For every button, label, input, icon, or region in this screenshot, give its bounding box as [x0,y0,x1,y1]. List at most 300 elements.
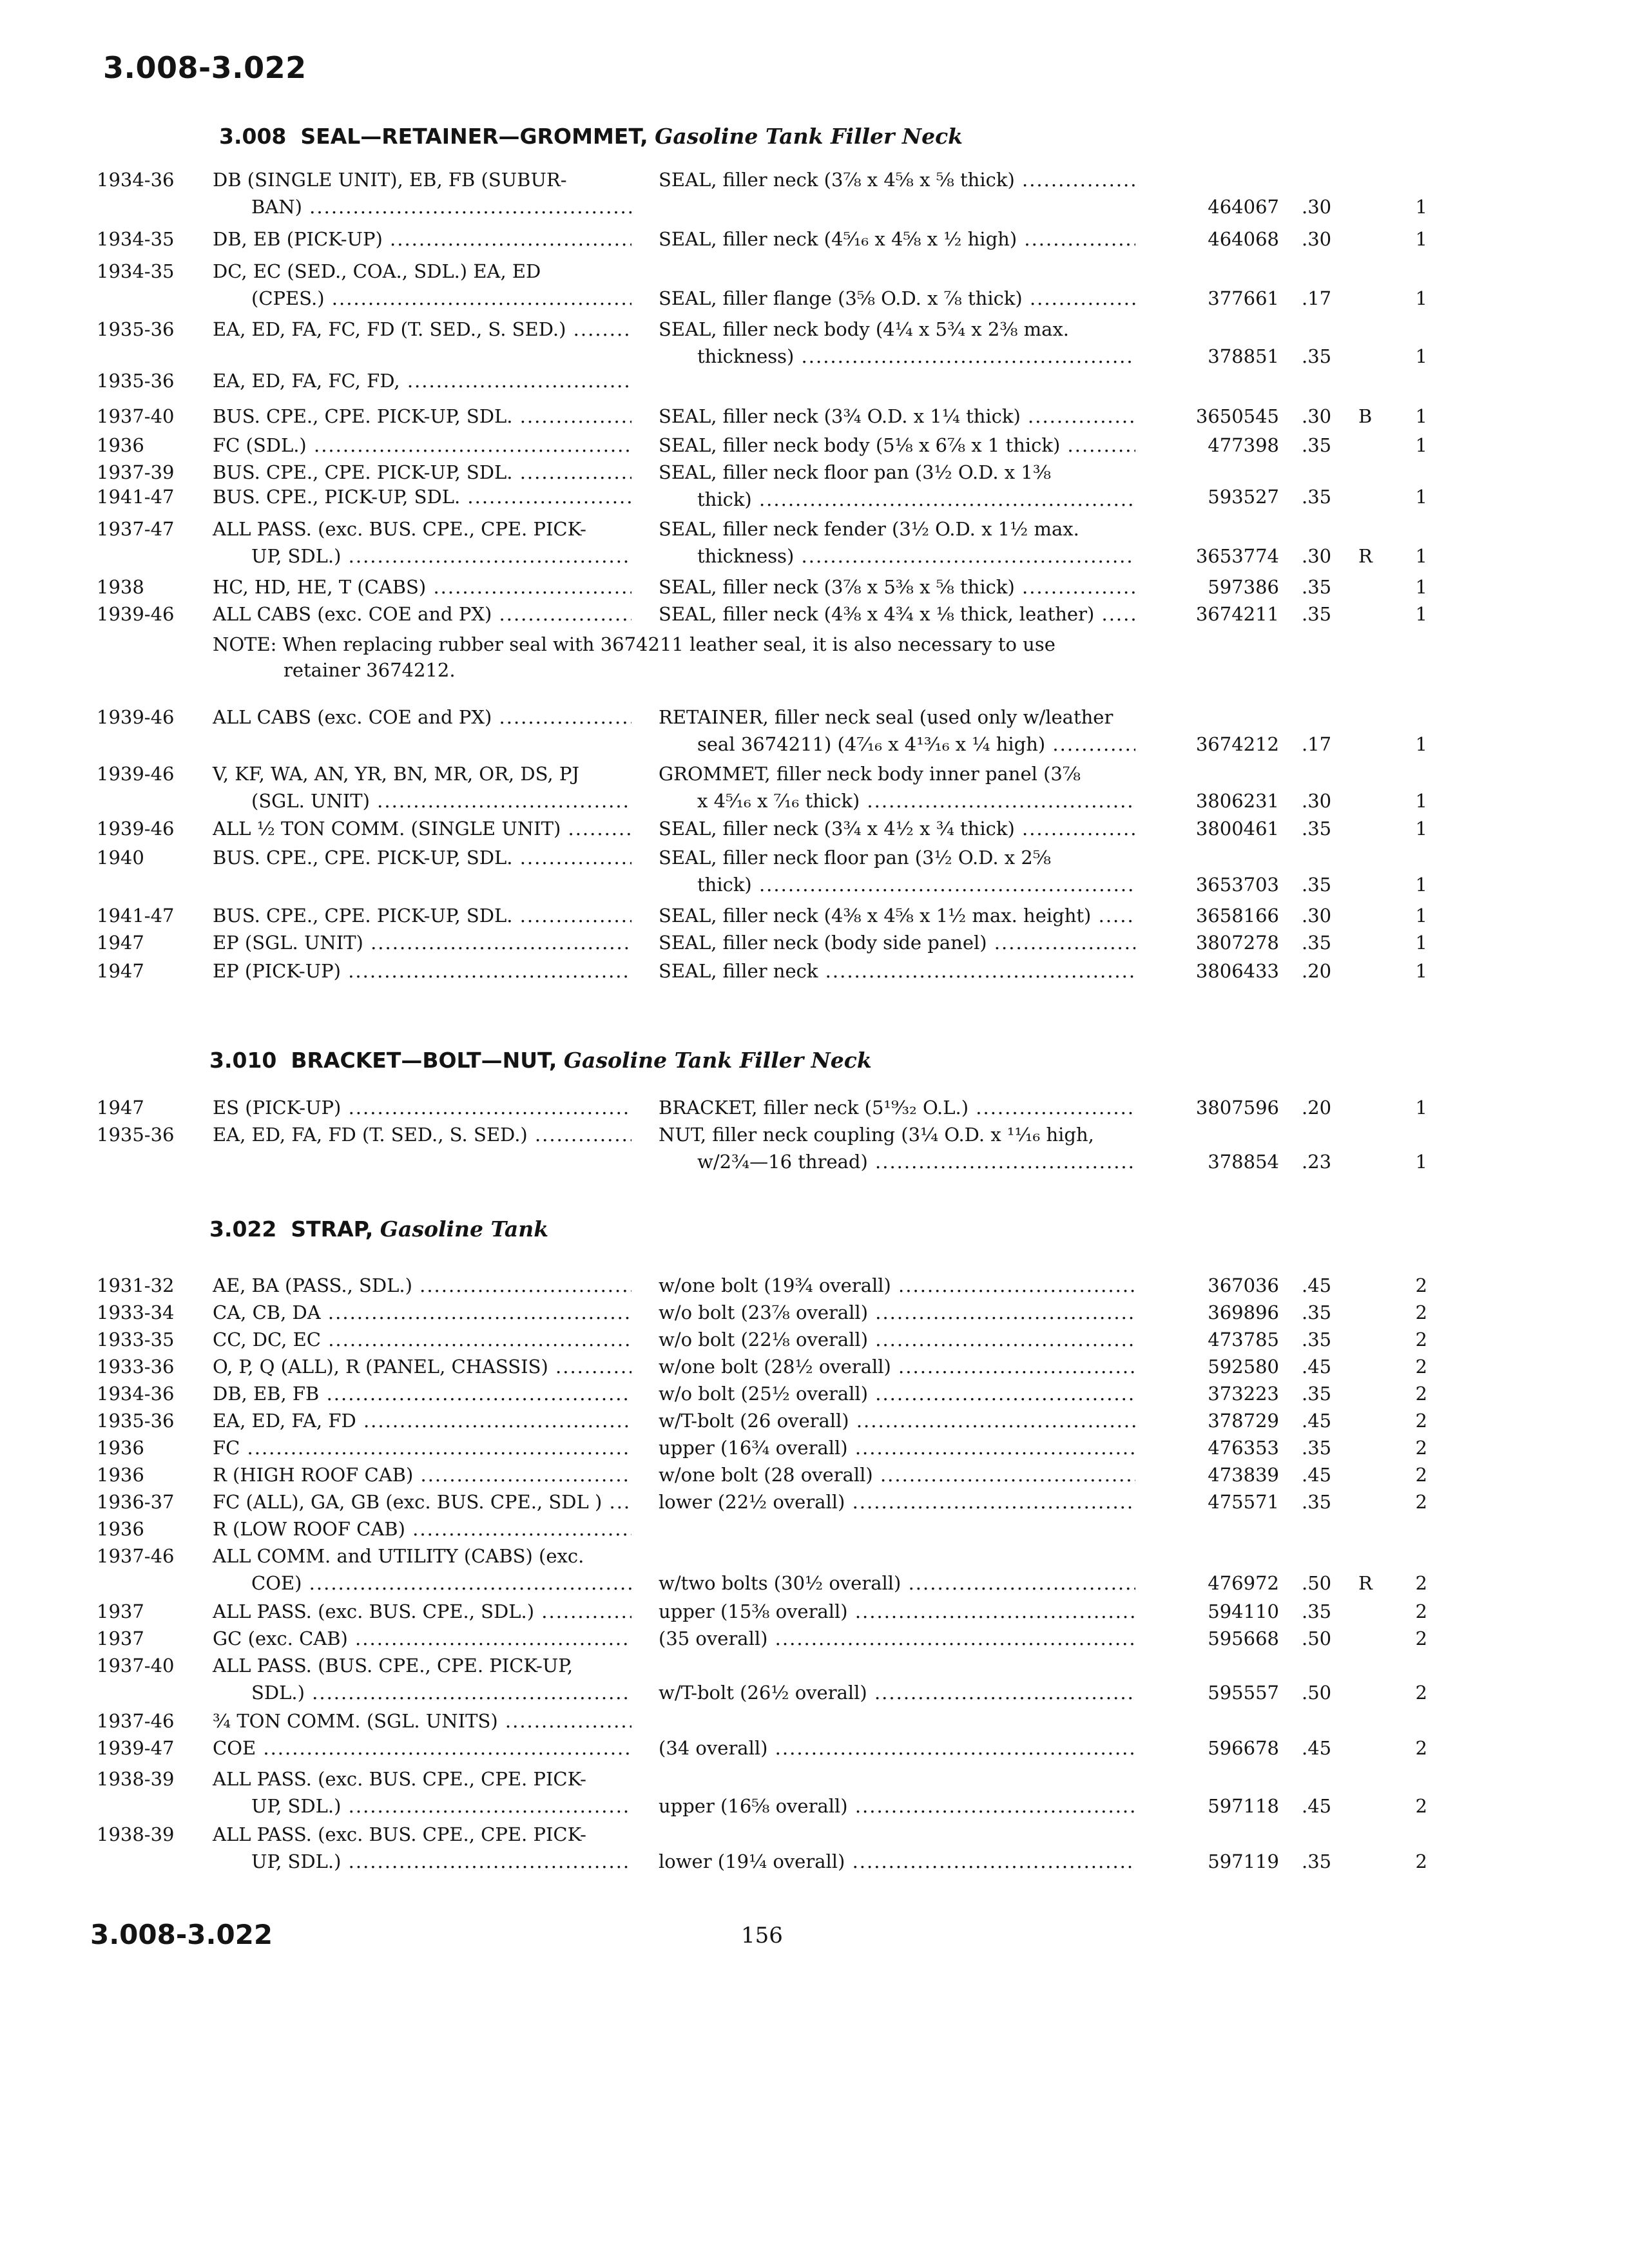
model-year: 1937-46 [97,1710,175,1732]
part-number: 592580 [1208,1356,1279,1378]
part-description [659,1299,1135,1326]
list-price: .45 [1302,1795,1332,1817]
description-line: SEAL, filler neck (3¾ O.D. x 1¼ thick) ..... [659,403,1135,430]
model-line: ALL PASS. (exc. BUS. CPE., SDL.) ..... [213,1598,631,1625]
quantity: 1 [1415,932,1427,954]
quantity: 2 [1415,1356,1427,1378]
part-number: 378854 [1208,1151,1279,1173]
note-3008 [213,631,1128,683]
part-number: 597119 [1208,1850,1279,1872]
description-line: lower (22½ overall) ..... [659,1488,1135,1515]
model-application [213,929,631,956]
model-year: 1937-40 [97,405,175,427]
section-name: BRACKET—BOLT—NUT, [291,1048,557,1073]
model-line: EA, ED, FA, FD (T. SED., S. SED.) ..... [213,1121,631,1148]
model-application [213,573,631,601]
model-line: O, P, Q (ALL), R (PANEL, CHASSIS) ..... [213,1353,631,1380]
model-year: 1941-47 [97,486,175,508]
quantity: 1 [1415,434,1427,456]
model-year: 1947 [97,932,144,954]
description-line [659,1821,1135,1848]
model-year: 1936 [97,434,144,456]
model-application [213,1821,631,1875]
quantity: 1 [1415,790,1427,812]
model-application [213,1542,631,1597]
list-price: .20 [1302,1097,1332,1119]
quantity: 2 [1415,1572,1427,1594]
page-range-header: 3.008-3.022 [103,50,307,85]
part-description [659,226,1135,253]
model-application [213,1652,631,1706]
quantity: 1 [1415,405,1427,427]
model-application [213,258,631,312]
description-line: SEAL, filler neck (3⅞ x 4⅝ x ⅝ thick) ..... [659,166,1135,193]
model-application [213,515,631,570]
model-year: 1934-35 [97,228,175,250]
model-year: 1937 [97,1600,144,1622]
part-number: 473839 [1208,1464,1279,1486]
model-line: CA, CB, DA ..... [213,1299,631,1326]
model-application [213,1380,631,1407]
model-year: 1933-36 [97,1356,175,1378]
model-application [213,1625,631,1652]
part-number: 378729 [1208,1410,1279,1432]
model-application [213,1121,631,1148]
model-line: FC (ALL), GA, GB (exc. BUS. CPE., SDL ) ..... [213,1488,631,1515]
model-year: 1935-36 [97,1410,175,1432]
part-description [659,1461,1135,1488]
quantity: 2 [1415,1737,1427,1759]
part-number: 464068 [1208,228,1279,250]
list-price: .45 [1302,1274,1332,1296]
quantity: 1 [1415,1151,1427,1173]
description-line: SEAL, filler neck fender (3½ O.D. x 1½ max. [659,518,1079,540]
quantity: 1 [1415,733,1427,755]
model-application [213,957,631,985]
list-price: .35 [1302,932,1332,954]
model-line: ALL PASS. (exc. BUS. CPE., CPE. PICK- [213,1823,586,1845]
section-number: 3.008 [219,124,287,149]
part-description [659,573,1135,601]
list-price: .45 [1302,1356,1332,1378]
part-description [659,902,1135,929]
quantity: 1 [1415,545,1427,567]
model-year: 1931-32 [97,1274,175,1296]
model-line: BUS. CPE., PICK-UP, SDL. ..... [213,483,631,510]
part-description [659,1326,1135,1353]
model-year: 1935-36 [97,1124,175,1146]
part-description [659,957,1135,985]
model-year: 1938-39 [97,1768,175,1790]
model-year: 1939-46 [97,603,175,625]
model-application [213,601,631,628]
part-description [659,1121,1135,1175]
list-price: .35 [1302,1491,1332,1513]
part-number: 596678 [1208,1737,1279,1759]
part-description [659,1272,1135,1299]
description-line: seal 3674211) (4⁷⁄₁₆ x 4¹³⁄₁₆ x ¼ high) ..... [659,731,1135,758]
part-description [659,1407,1135,1434]
quantity: 1 [1415,345,1427,367]
model-year: 1939-47 [97,1737,175,1759]
part-number: 473785 [1208,1329,1279,1350]
model-year: 1935-36 [97,318,175,340]
model-line: BUS. CPE., CPE. PICK-UP, SDL. ..... [213,844,631,871]
description-line: upper (16⅝ overall) ..... [659,1792,1135,1820]
part-number: 3800461 [1195,818,1279,840]
part-description [659,1353,1135,1380]
model-year: 1935-36 [97,370,175,392]
model-year: 1940 [97,847,144,869]
model-line: COE ..... [213,1735,631,1762]
model-line: HC, HD, HE, T (CABS) ..... [213,573,631,601]
description-line [659,1542,1135,1570]
status-code: R [1358,1572,1373,1594]
list-price: .35 [1302,818,1332,840]
model-line: (SGL. UNIT) ..... [213,787,631,814]
section-name: STRAP, [291,1216,374,1242]
list-price: .50 [1302,1572,1332,1594]
part-number: 476353 [1208,1437,1279,1459]
model-line: ALL PASS. (BUS. CPE., CPE. PICK-UP, [213,1655,574,1677]
description-line: w/o bolt (25½ overall) ..... [659,1380,1135,1407]
part-number: 597386 [1208,576,1279,598]
model-application [213,1515,631,1542]
model-year: 1936 [97,1518,144,1540]
section-subtitle: Gasoline Tank Filler Neck [655,124,963,149]
description-line: SEAL, filler neck body (4¼ x 5¾ x 2⅜ max. [659,318,1070,340]
model-application [213,1598,631,1625]
description-line: w/o bolt (23⅞ overall) ..... [659,1299,1135,1326]
list-price: .23 [1302,1151,1332,1173]
quantity: 2 [1415,1464,1427,1486]
model-line: DB, EB, FB ..... [213,1380,631,1407]
model-year: 1933-34 [97,1302,175,1323]
list-price: .17 [1302,287,1332,309]
part-description [659,929,1135,956]
list-price: .45 [1302,1464,1332,1486]
part-description [659,844,1135,898]
model-year: 1938 [97,576,144,598]
model-year: 1941-47 [97,905,175,927]
model-application [213,1326,631,1353]
model-line: EP (PICK-UP) ..... [213,957,631,985]
model-line: FC (SDL.) ..... [213,432,631,459]
description-line: (35 overall) ..... [659,1625,1135,1652]
model-line: FC ..... [213,1434,631,1461]
model-year: 1938-39 [97,1823,175,1845]
description-line: w/one bolt (19¾ overall) ..... [659,1272,1135,1299]
quantity: 1 [1415,603,1427,625]
list-price: .30 [1302,790,1332,812]
quantity: 2 [1415,1795,1427,1817]
description-line: SEAL, filler flange (3⅝ O.D. x ⅞ thick) ..... [659,285,1135,312]
model-line: BUS. CPE., CPE. PICK-UP, SDL. ..... [213,403,631,430]
part-number: 378851 [1208,345,1279,367]
description-line: SEAL, filler neck floor pan (3½ O.D. x 1⅜ [659,461,1051,483]
part-number: 3674212 [1195,733,1279,755]
list-price: .35 [1302,434,1332,456]
part-number: 3807596 [1195,1097,1279,1119]
model-application [213,459,631,486]
model-year: 1936 [97,1464,144,1486]
description-line: SEAL, filler neck (body side panel) ..... [659,929,1135,956]
part-description [659,1821,1135,1875]
part-description [659,483,1135,510]
model-application [213,760,631,814]
quantity: 2 [1415,1600,1427,1622]
model-application [213,704,631,731]
description-line [659,1515,1135,1542]
model-line: ALL PASS. (exc. BUS. CPE., CPE. PICK- [213,1768,586,1790]
section-name: SEAL—RETAINER—GROMMET, [300,124,648,149]
part-description [659,432,1135,459]
model-line: GC (exc. CAB) ..... [213,1625,631,1652]
list-price: .35 [1302,486,1332,508]
model-year: 1934-35 [97,260,175,282]
model-year: 1947 [97,1097,144,1119]
part-description [659,601,1135,628]
description-line: SEAL, filler neck (3⅞ x 5⅜ x ⅝ thick) ..... [659,573,1135,601]
description-line: SEAL, filler neck (4⅜ x 4⅝ x 1½ max. height) ..... [659,902,1135,929]
description-line: SEAL, filler neck ..... [659,957,1135,985]
model-application [213,902,631,929]
model-line: UP, SDL.) ..... [213,1792,631,1820]
model-line: EA, ED, FA, FC, FD, ..... [213,367,631,394]
description-line: NUT, filler neck coupling (3¼ O.D. x ¹¹⁄₁₆ high, [659,1124,1094,1146]
model-application [213,1461,631,1488]
part-number: 597118 [1208,1795,1279,1817]
part-number: 595668 [1208,1628,1279,1649]
part-description [659,166,1135,193]
quantity: 2 [1415,1274,1427,1296]
part-number: 3806231 [1195,790,1279,812]
model-line: ES (PICK-UP) ..... [213,1094,631,1121]
description-line: w/2¾—16 thread) ..... [659,1148,1135,1175]
model-line: R (LOW ROOF CAB) ..... [213,1515,631,1542]
part-number: 377661 [1208,287,1279,309]
list-price: .50 [1302,1628,1332,1649]
section-subtitle: Gasoline Tank [380,1216,549,1242]
part-number: 3674211 [1195,603,1279,625]
section-heading-3022 [209,1216,548,1242]
model-line: EA, ED, FA, FC, FD (T. SED., S. SED.) ..... [213,316,631,343]
list-price: .30 [1302,196,1332,218]
model-application [213,1407,631,1434]
part-number: 593527 [1208,486,1279,508]
part-number: 3806433 [1195,960,1279,982]
model-line: DC, EC (SED., COA., SDL.) EA, ED [213,260,541,282]
part-description [659,1434,1135,1461]
list-price: .35 [1302,1437,1332,1459]
model-line: V, KF, WA, AN, YR, BN, MR, OR, DS, PJ [213,763,580,785]
model-line: ALL COMM. and UTILITY (CABS) (exc. [213,1545,584,1567]
part-description [659,1094,1135,1121]
model-line: ¾ TON COMM. (SGL. UNITS) ..... [213,1707,631,1735]
list-price: .50 [1302,1682,1332,1704]
part-description [659,316,1135,370]
description-line [659,483,1135,510]
description-line: SEAL, filler neck body (5⅛ x 6⅞ x 1 thick) ..... [659,432,1135,459]
part-description [659,515,1135,570]
description-line: thick) ..... [659,871,1135,898]
part-description [659,1625,1135,1652]
part-number: 3650545 [1195,405,1279,427]
part-number: 367036 [1208,1274,1279,1296]
quantity: 1 [1415,196,1427,218]
model-line: COE) ..... [213,1570,631,1597]
model-year: 1939-46 [97,763,175,785]
status-code: R [1358,545,1373,567]
description-line: x 4⁵⁄₁₆ x ⁷⁄₁₆ thick) ..... [659,787,1135,814]
description-line: GROMMET, filler neck body inner panel (3⅞ [659,763,1081,785]
part-number: 369896 [1208,1302,1279,1323]
model-year: 1947 [97,960,144,982]
model-application [213,166,631,220]
part-description [659,258,1135,312]
model-line: DB (SINGLE UNIT), EB, FB (SUBUR- [213,169,567,191]
list-price: .30 [1302,405,1332,427]
list-price: .35 [1302,1383,1332,1405]
model-application [213,1353,631,1380]
part-description [659,1735,1135,1762]
description-line: w/T-bolt (26 overall) ..... [659,1407,1135,1434]
note-line-1: NOTE: When replacing rubber seal with 3674211 leather seal, it is also necessary to use [213,633,1055,655]
quantity: 1 [1415,960,1427,982]
description-line: (34 overall) ..... [659,1735,1135,1762]
model-year: 1937-39 [97,461,175,483]
model-application [213,483,631,510]
list-price: .35 [1302,603,1332,625]
model-application [213,1765,631,1820]
part-number: 595557 [1208,1682,1279,1704]
description-line: thickness) ..... [659,543,1135,570]
part-description [659,704,1135,758]
model-year: 1939-46 [97,706,175,728]
model-year: 1936-37 [97,1491,175,1513]
page-number: 156 [741,1923,783,1948]
description-line: w/one bolt (28½ overall) ..... [659,1353,1135,1380]
description-line: thick) ..... [659,486,1135,513]
quantity: 2 [1415,1628,1427,1649]
description-line: SEAL, filler neck (3¾ x 4½ x ¾ thick) ..... [659,815,1135,842]
model-year: 1937 [97,1628,144,1649]
list-price: .35 [1302,1302,1332,1323]
section-number: 3.010 [209,1048,277,1073]
model-application [213,367,631,394]
model-line: ALL ½ TON COMM. (SINGLE UNIT) ..... [213,815,631,842]
model-line: BUS. CPE., CPE. PICK-UP, SDL. ..... [213,902,631,929]
model-line: (CPES.) ..... [213,285,631,312]
list-price: .35 [1302,345,1332,367]
description-line: w/T-bolt (26½ overall) ..... [659,1679,1135,1706]
part-number: 3807278 [1195,932,1279,954]
description-line: SEAL, filler neck (4⅜ x 4¾ x ⅛ thick, leather) ..... [659,601,1135,628]
list-price: .35 [1302,1850,1332,1872]
quantity: 1 [1415,1097,1427,1119]
list-price: .30 [1302,545,1332,567]
part-description [659,1542,1135,1597]
list-price: .45 [1302,1410,1332,1432]
model-application [213,844,631,871]
part-description [659,1380,1135,1407]
model-year: 1937-46 [97,1545,175,1567]
model-line: BUS. CPE., CPE. PICK-UP, SDL. ..... [213,459,631,486]
description-line: w/o bolt (22⅛ overall) ..... [659,1326,1135,1353]
description-line: upper (16¾ overall) ..... [659,1434,1135,1461]
list-price: .35 [1302,874,1332,896]
part-number: 3653703 [1195,874,1279,896]
model-application [213,432,631,459]
model-line: EP (SGL. UNIT) ..... [213,929,631,956]
part-description [659,403,1135,430]
quantity: 2 [1415,1850,1427,1872]
section-subtitle: Gasoline Tank Filler Neck [563,1048,872,1073]
list-price: .20 [1302,960,1332,982]
part-number: 373223 [1208,1383,1279,1405]
note-line-2: retainer 3674212. [284,659,456,681]
model-application [213,1434,631,1461]
quantity: 1 [1415,874,1427,896]
part-description [659,1765,1135,1820]
model-year: 1937-47 [97,518,175,540]
model-year: 1937-40 [97,1655,175,1677]
description-line: SEAL, filler neck (4⁵⁄₁₆ x 4⅝ x ½ high) ..... [659,226,1135,253]
model-application [213,403,631,430]
quantity: 2 [1415,1410,1427,1432]
model-application [213,815,631,842]
description-line [659,1707,1135,1735]
part-description [659,1488,1135,1515]
description-line [659,1652,1135,1679]
list-price: .17 [1302,733,1332,755]
model-line: DB, EB (PICK-UP) ..... [213,226,631,253]
model-line: ALL CABS (exc. COE and PX) ..... [213,704,631,731]
part-description [659,1707,1135,1735]
part-number: 3658166 [1195,905,1279,927]
part-description [659,815,1135,842]
description-line [659,367,1135,394]
section-heading-3008 [219,124,963,149]
list-price: .30 [1302,905,1332,927]
part-number: 475571 [1208,1491,1279,1513]
part-description [659,760,1135,814]
model-year: 1934-36 [97,169,175,191]
model-application [213,1299,631,1326]
quantity: 1 [1415,486,1427,508]
model-line: UP, SDL.) ..... [213,1848,631,1875]
description-line: w/two bolts (30½ overall) ..... [659,1570,1135,1597]
model-year: 1934-36 [97,1383,175,1405]
description-line: w/one bolt (28 overall) ..... [659,1461,1135,1488]
model-application [213,1488,631,1515]
model-application [213,316,631,343]
model-application [213,1707,631,1735]
list-price: .35 [1302,1600,1332,1622]
model-line: SDL.) ..... [213,1679,631,1706]
quantity: 2 [1415,1329,1427,1350]
model-application [213,1272,631,1299]
quantity: 2 [1415,1302,1427,1323]
model-year: 1939-46 [97,818,175,840]
model-application [213,226,631,253]
part-description [659,367,1135,394]
part-description [659,1598,1135,1625]
part-number: 3653774 [1195,545,1279,567]
model-application [213,1735,631,1762]
description-line: thickness) ..... [659,343,1135,370]
model-line: UP, SDL.) ..... [213,543,631,570]
